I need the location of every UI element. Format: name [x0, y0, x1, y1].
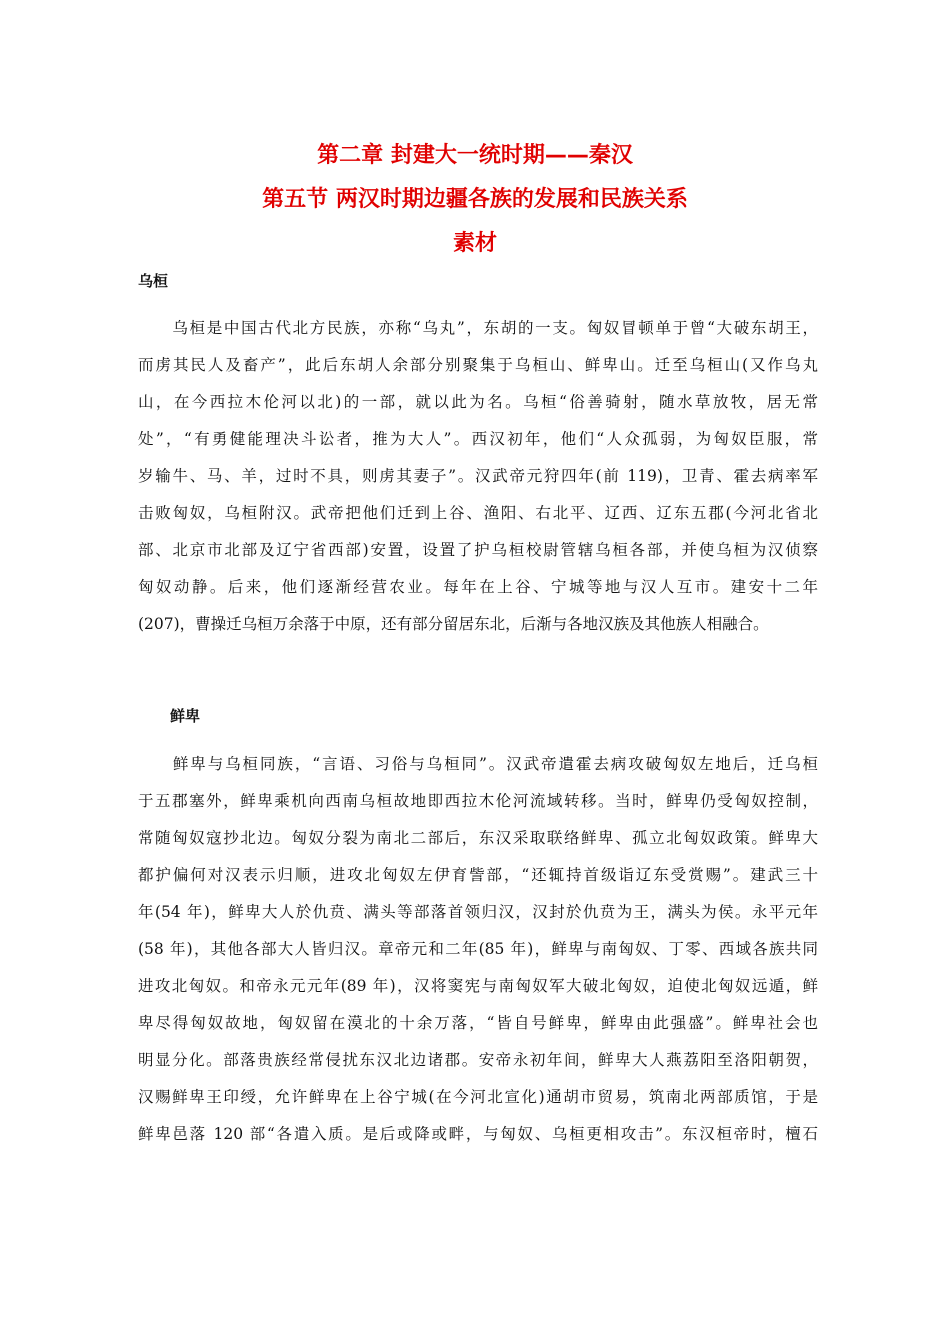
- material-subtitle: 素材: [452, 231, 497, 256]
- paragraph-line: 部、北京市北部及辽宁省西部)安置，设置了护乌桓校尉管辖乌桓各部，并使乌桓为汉侦察: [138, 541, 818, 559]
- paragraph-line: 鲜卑邑落 120 部“各遣入质。是后或降或畔，与匈奴、乌桓更相攻击”。东汉桓帝时，檀石: [138, 1125, 818, 1143]
- section-heading-xianbei: 鲜卑: [170, 707, 201, 725]
- paragraph-line: 匈奴动静。后来，他们逐渐经营农业。每年在上谷、宁城等地与汉人互市。建安十二年: [138, 578, 818, 596]
- section-heading-wuhuan: 乌桓: [138, 272, 169, 290]
- paragraph-line: 处”，“有勇健能理决斗讼者，推为大人”。西汉初年，他们“人众孤弱，为匈奴臣服，常: [138, 430, 818, 448]
- paragraph-xianbei: [138, 746, 818, 1153]
- paragraph-line: 岁输牛、马、羊，过时不具，则虏其妻子”。汉武帝元狩四年(前 119)，卫青、霍去病率军: [138, 467, 818, 485]
- paragraph-line: 于五郡塞外，鲜卑乘机向西南乌桓故地即西拉木伦河流域转移。当时，鲜卑仍受匈奴控制，: [138, 792, 818, 810]
- paragraph-line: (58 年)，其他各部大人皆归汉。章帝元和二年(85 年)，鲜卑与南匈奴、丁零、西域各族共同: [138, 940, 818, 958]
- title-block: [0, 134, 950, 266]
- paragraph-line: 山，在今西拉木伦河以北)的一部，就以此为名。乌桓“俗善骑射，随水草放牧，居无常: [138, 393, 818, 411]
- paragraph-line: 常随匈奴寇抄北边。匈奴分裂为南北二部后，东汉采取联络鲜卑、孤立北匈奴政策。鲜卑大: [138, 829, 818, 847]
- paragraph-wuhuan: [138, 310, 818, 643]
- paragraph-line: 进攻北匈奴。和帝永元元年(89 年)，汉将窦宪与南匈奴军大破北匈奴，迫使北匈奴远遁，鲜: [138, 977, 818, 995]
- section-title: 第五节 两汉时期边疆各族的发展和民族关系: [262, 187, 688, 212]
- paragraph-line: (207)，曹操迁乌桓万余落于中原，还有部分留居东北，后渐与各地汉族及其他族人相融合。: [138, 615, 769, 633]
- paragraph-line: 卑尽得匈奴故地，匈奴留在漠北的十余万落，“皆自号鲜卑，鲜卑由此强盛”。鲜卑社会也: [138, 1014, 818, 1032]
- paragraph-line: 乌桓是中国古代北方民族，亦称“乌丸”，东胡的一支。匈奴冒顿单于曾“大破东胡王，: [138, 319, 818, 337]
- paragraph-line: 明显分化。部落贵族经常侵扰东汉北边诸郡。安帝永初年间，鲜卑大人燕荔阳至洛阳朝贺，: [138, 1051, 818, 1069]
- paragraph-line: 都护偏何对汉表示归顺，进攻北匈奴左伊育訾部，“还辄持首级诣辽东受赏赐”。建武三十: [138, 866, 818, 884]
- paragraph-line: 鲜卑与乌桓同族，“言语、习俗与乌桓同”。汉武帝遣霍去病攻破匈奴左地后，迁乌桓: [138, 755, 818, 773]
- paragraph-line: 年(54 年)，鲜卑大人於仇贲、满头等部落首领归汉，汉封於仇贲为王，满头为侯。永平元年: [138, 903, 818, 921]
- chapter-title: 第二章 封建大一统时期——秦汉: [317, 143, 633, 168]
- paragraph-line: 而虏其民人及畜产”，此后东胡人余部分别聚集于乌桓山、鲜卑山。迁至乌桓山(又作乌丸: [138, 356, 818, 374]
- paragraph-line: 汉赐鲜卑王印绶，允许鲜卑在上谷宁城(在今河北宣化)通胡市贸易，筑南北两部质馆，于是: [138, 1088, 818, 1106]
- paragraph-line: 击败匈奴，乌桓附汉。武帝把他们迁到上谷、渔阳、右北平、辽西、辽东五郡(今河北省北: [138, 504, 818, 522]
